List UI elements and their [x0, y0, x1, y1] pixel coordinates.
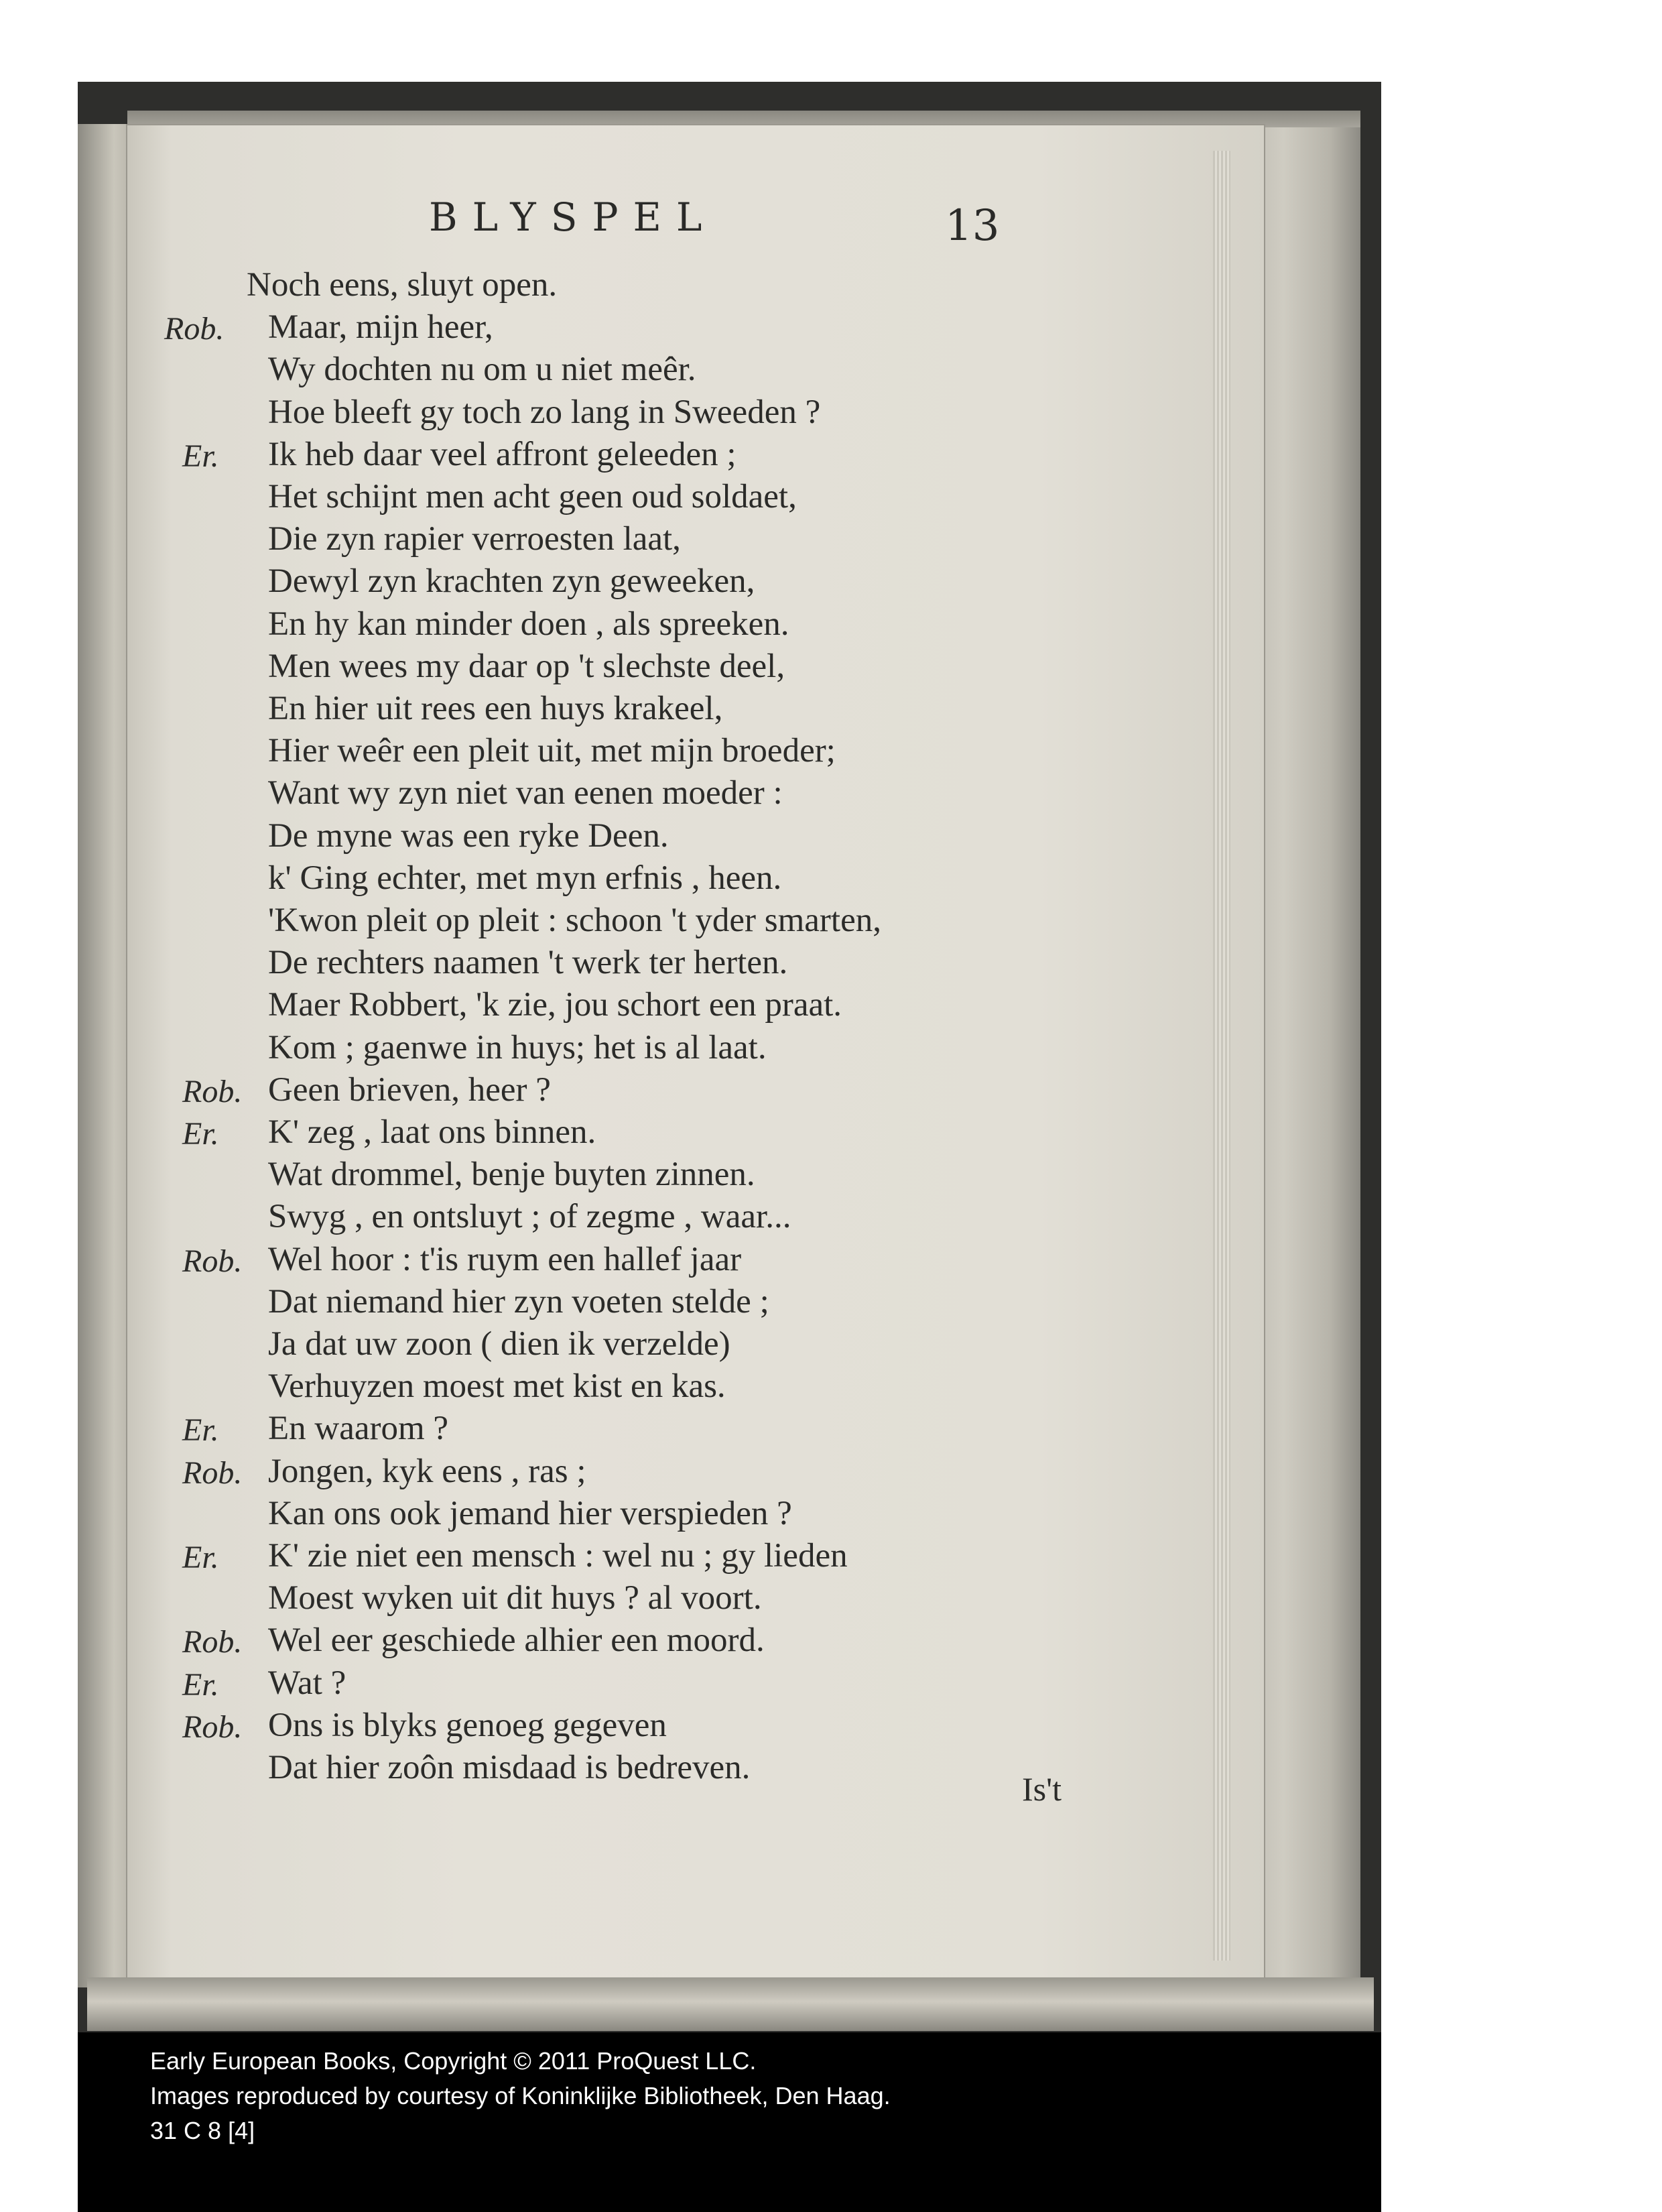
speaker-label: Rob. — [182, 1624, 243, 1660]
verse-line: Dewyl zyn krachten zyn geweeken, — [268, 562, 755, 601]
verse-line: Jongen, kyk eens , ras ; — [268, 1452, 586, 1490]
verse-line: Verhuyzen moest met kist en kas. — [268, 1367, 726, 1406]
verse-line: De myne was een ryke Deen. — [268, 816, 669, 855]
footer-copyright: Early European Books, Copyright © 2011 ProQuest LLC. — [150, 2047, 757, 2075]
verse-line: Want wy zyn niet van eenen moeder : — [268, 774, 783, 812]
speaker-label: Rob. — [164, 311, 225, 347]
speaker-label: Er. — [182, 1666, 219, 1703]
verse-line: Hoe bleeft gy toch zo lang in Sweeden ? — [268, 393, 821, 431]
footer-shelfmark: 31 C 8 [4] — [150, 2117, 255, 2144]
verse-line: Kan ons ook jemand hier verspieden ? — [268, 1494, 792, 1532]
copyright-footer — [78, 2032, 1381, 2212]
verse-line: k' Ging echter, met myn erfnis , heen. — [268, 859, 782, 897]
speaker-label: Rob. — [182, 1073, 243, 1109]
footer-courtesy: Images reproduced by courtesy of Koninklijke Bibliotheek, Den Haag. — [150, 2082, 891, 2109]
verse-line: Wat ? — [268, 1664, 346, 1702]
verse-line: K' zie niet een mensch : wel nu ; gy lieden — [268, 1537, 848, 1575]
catchword: Is't — [1022, 1770, 1062, 1808]
verse-line: Dat hier zoôn misdaad is bedreven. — [268, 1749, 751, 1786]
verse-line: Noch eens, sluyt open. — [247, 266, 558, 304]
verse-line: Wy dochten nu om u niet meêr. — [268, 351, 696, 389]
verse-line: Moest wyken uit dit huys ? al voort. — [268, 1579, 762, 1617]
verse-line: Geen brieven, heer ? — [268, 1070, 551, 1109]
verse-line: Wat drommel, benje buyten zinnen. — [268, 1156, 755, 1194]
verse-line: Ik heb daar veel affront geleeden ; — [268, 435, 737, 473]
verse-line: Die zyn rapier verroesten laat, — [268, 520, 681, 558]
speaker-label: Rob. — [182, 1455, 243, 1491]
verse-line: De rechters naamen 't werk ter herten. — [268, 944, 788, 982]
verse-line: Ons is blyks genoeg gegeven — [268, 1706, 667, 1744]
speaker-label: Er. — [182, 438, 219, 474]
speaker-label: Er. — [182, 1412, 219, 1449]
verse-line: En hy kan minder doen , als spreeken. — [268, 605, 789, 643]
page-number: 13 — [945, 201, 1000, 251]
verse-line: Kom ; gaenwe in huys; het is al laat. — [268, 1028, 767, 1066]
book-bottom-edge — [87, 1977, 1374, 2031]
speaker-label: Er. — [182, 1540, 219, 1575]
verse-line: Maar, mijn heer, — [268, 308, 493, 347]
verse-line: Het schijnt men acht geen oud soldaet, — [268, 478, 797, 515]
verse-line: Men wees my daar op 't slechste deel, — [268, 647, 785, 685]
verse-line: Swyg , en ontsluyt ; of zegme , waar... — [268, 1198, 791, 1236]
speaker-label: Er. — [182, 1116, 219, 1152]
verse-line: En waarom ? — [268, 1410, 449, 1448]
running-header: BLYSPEL — [429, 194, 717, 240]
verse-line: Wel hoor : t'is ruym een hallef jaar — [268, 1240, 742, 1278]
verse-line: Maer Robbert, 'k zie, jou schort een praat. — [268, 986, 842, 1024]
speaker-label: Rob. — [182, 1709, 243, 1745]
verse-line: Ja dat uw zoon ( dien ik verzelde) — [268, 1325, 730, 1363]
verse-line: Hier weêr een pleit uit, met mijn broeder; — [268, 732, 836, 770]
verse-line: En hier uit rees een huys krakeel, — [268, 690, 723, 727]
speaker-label: Rob. — [182, 1243, 243, 1279]
verse-line: 'Kwon pleit op pleit : schoon 't yder smarten, — [268, 902, 881, 939]
verse-line: K' zeg , laat ons binnen. — [268, 1113, 596, 1151]
verse-line: Dat niemand hier zyn voeten stelde ; — [268, 1282, 769, 1320]
page-stack — [1213, 151, 1230, 1961]
verse-line: Wel eer geschiede alhier een moord. — [268, 1621, 765, 1660]
